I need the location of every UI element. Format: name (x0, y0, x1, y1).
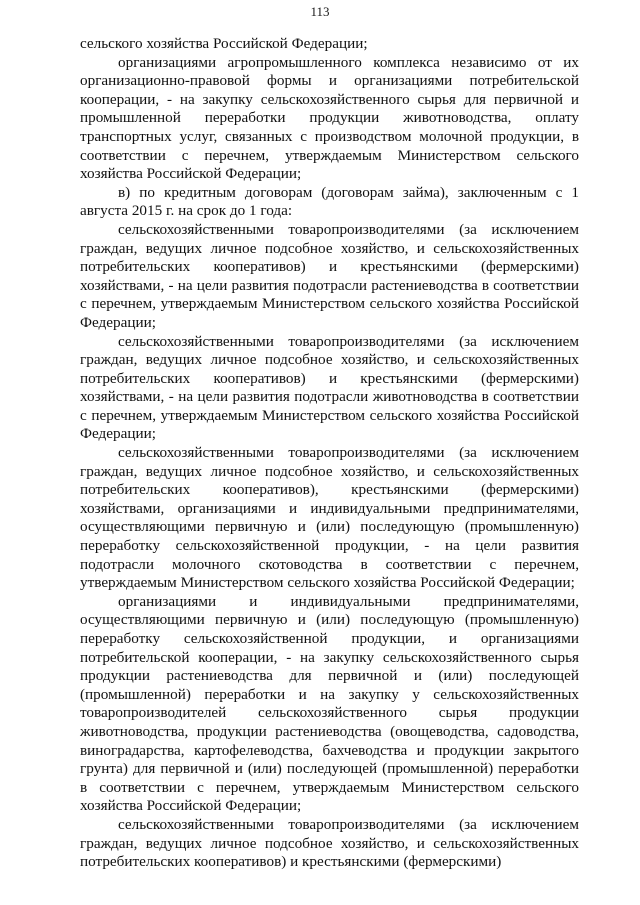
paragraph-7: организациями и индивидуальными предпринимателями, осуществляющими первичную и (или) последующую (промышленную) переработку сельскохозяйственной продукции, и организациями потребительской кооперации, - на закупку сельскохозяйственного сырья продукции растениеводства для первичной и (или) последующей (промышленной) переработки и на закупку у сельскохозяйственных товаропроизводителей сельскохозяйственного сырья продукции животноводства, продукции растениеводства (овощеводства, садоводства, виноградарства, картофелеводства, бахчеводства и продукции закрытого грунта) для первичной и (или) последующей (промышленной) переработки в соответствии с перечнем, утверждаемым Министерством сельского хозяйства Российской Федерации; (80, 592, 579, 815)
paragraph-4: сельскохозяйственными товаропроизводителями (за исключением граждан, ведущих личное подсобное хозяйство, и сельскохозяйственных потребительских кооперативов) и крестьянскими (фермерскими) хозяйствами, - на цели развития подотрасли растениеводства в соответствии с перечнем, утверждаемым Министерством сельского хозяйства Российской Федерации; (80, 220, 579, 331)
paragraph-8: сельскохозяйственными товаропроизводителями (за исключением граждан, ведущих личное подсобное хозяйство, и сельскохозяйственных потребительских кооперативов) и крестьянскими (фермерскими) (80, 815, 579, 871)
paragraph-3: в) по кредитным договорам (договорам займа), заключенным с 1 августа 2015 г. на срок до 1 года: (80, 183, 579, 220)
paragraph-1: сельского хозяйства Российской Федерации; (80, 35, 368, 52)
paragraph-5: сельскохозяйственными товаропроизводителями (за исключением граждан, ведущих личное подсобное хозяйство, и сельскохозяйственных потребительских кооперативов) и крестьянскими (фермерскими) хозяйствами, - на цели развития подотрасли животноводства в соответствии с перечнем, утверждаемым Министерством сельского хозяйства Российской Федерации; (80, 332, 579, 443)
paragraph-6: сельскохозяйственными товаропроизводителями (за исключением граждан, ведущих личное подсобное хозяйство, и сельскохозяйственных потребительских кооперативов), крестьянскими (фермерскими) хозяйствами, организациями и индивидуальными предпринимателями, осуществляющими первичную и (или) последующую (промышленную) переработку сельскохозяйственной продукции, - на цели развития подотрасли молочного скотоводства в соответствии с перечнем, утверждаемым Министерством сельского хозяйства Российской Федерации; (80, 444, 579, 592)
paragraph-2: организациями агропромышленного комплекса независимо от их организационно-правовой формы и организациями потребительской кооперации, - на закупку сельскохозяйственного сырья для первичной и промышленной переработки продукции животноводства, оплату транспортных услуг, связанных с производством молочной продукции, в соответствии с перечнем, утверждаемым Министерством сельского хозяйства Российской Федерации; (80, 53, 579, 183)
document-body (80, 35, 579, 872)
page-number: 113 (310, 4, 330, 19)
